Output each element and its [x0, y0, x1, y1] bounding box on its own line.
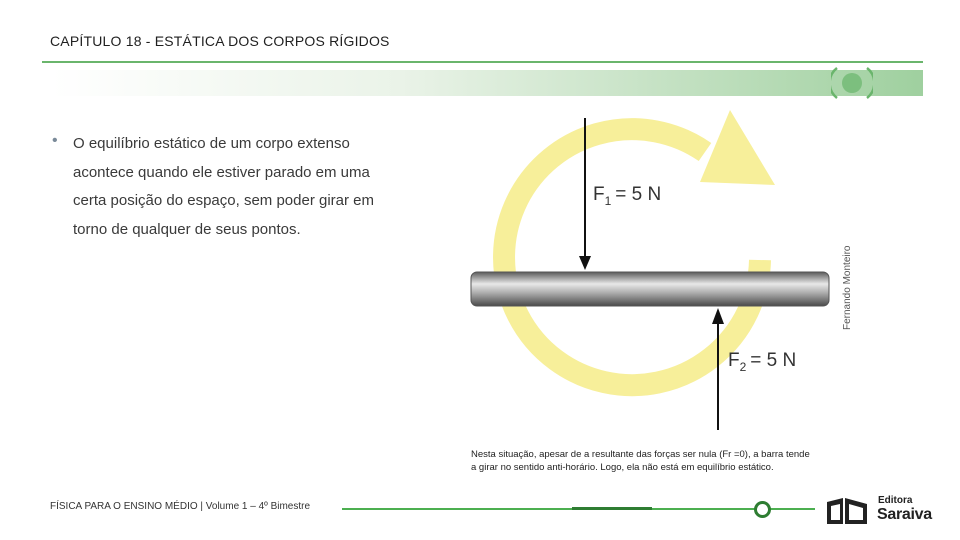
logo-big-text: Saraiva — [877, 506, 932, 523]
rotation-arrow-icon — [504, 110, 775, 385]
bullet-dot-icon: • — [52, 132, 58, 149]
figure-caption: Nesta situação, apesar de a resultante das forças ser nula (Fr =0), a barra tende a girar no sentido anti-horário. Logo, ela não está em equilíbrio estático. — [471, 449, 810, 473]
header-divider — [42, 61, 923, 63]
bullet-line: O equilíbrio estático de um corpo extenso — [73, 135, 350, 152]
bullet-paragraph — [52, 130, 432, 244]
header-gradient-band — [52, 70, 923, 96]
rigid-bar — [471, 272, 829, 306]
footer-text: FÍSICA PARA O ENSINO MÉDIO | Volume 1 – 4º Bimestre — [50, 501, 311, 512]
torque-figure — [460, 110, 860, 440]
bullet-line: acontece quando ele estiver parado em uma — [73, 163, 370, 181]
force-2-label: $F_2 = 5$ N — [728, 350, 797, 374]
footer-node-icon — [754, 501, 771, 518]
image-credit: Fernando Monteiro — [842, 245, 853, 330]
bullet-text — [73, 130, 432, 244]
logo-small-text: Editora — [878, 495, 913, 506]
ring-marker-icon — [831, 66, 873, 100]
chapter-title: CAPÍTULO 18 - ESTÁTICA DOS CORPOS RÍGIDOS — [50, 33, 390, 49]
force-1-label: $F_1 = 5$ N — [593, 184, 662, 208]
footer-divider-accent — [572, 507, 652, 510]
bullet-line: torno de qualquer de seus pontos. — [73, 220, 301, 238]
bullet-line: certa posição do espaço, sem poder girar em — [73, 192, 374, 209]
